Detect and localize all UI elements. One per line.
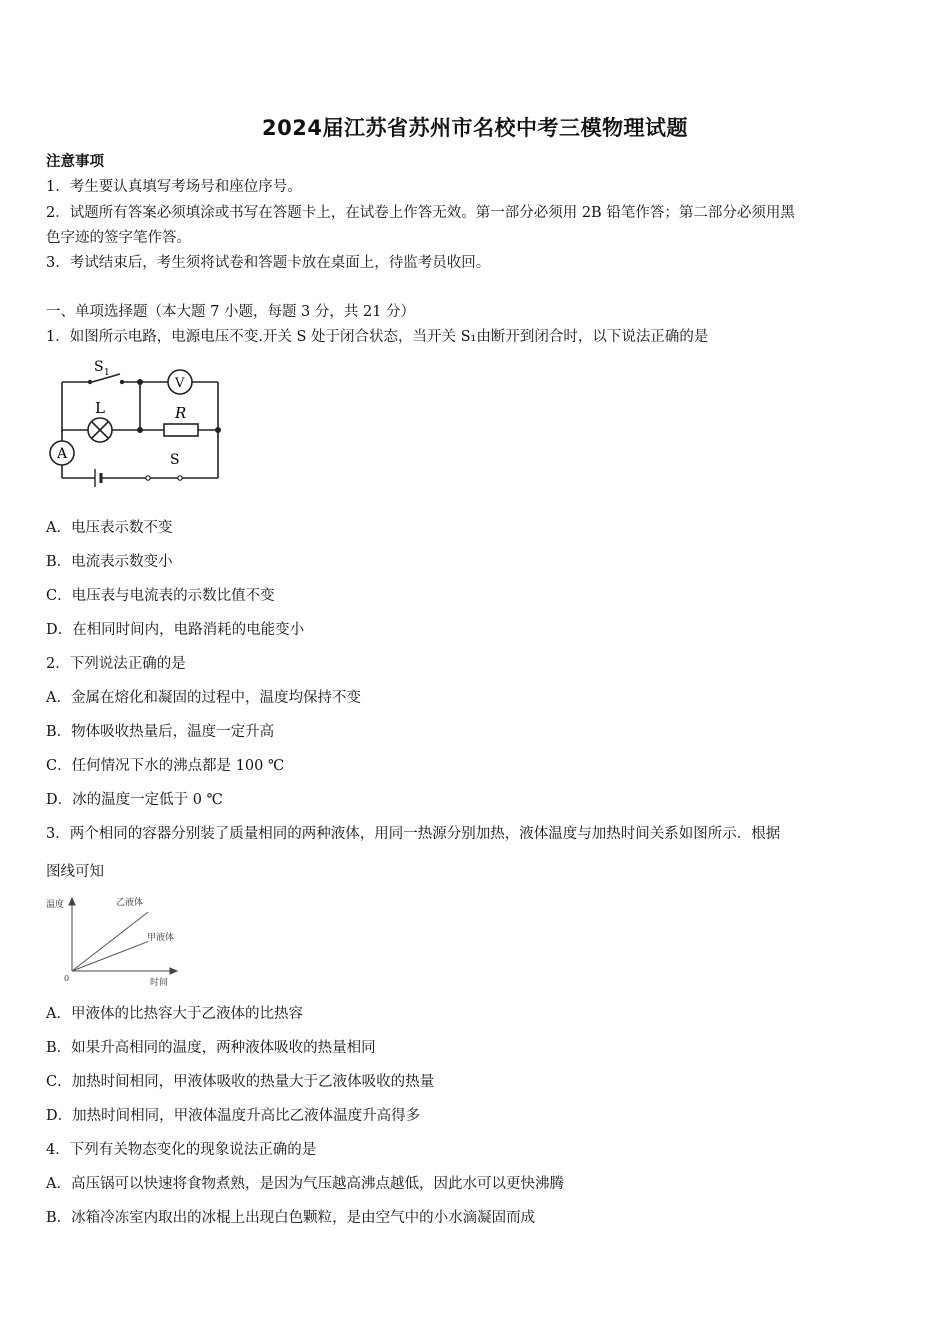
label-r: R (175, 404, 187, 422)
question-3-option-c: C．加热时间相同，甲液体吸收的热量大于乙液体吸收的热量 (46, 1074, 435, 1090)
notice-item: 2．试题所有答案必须填涂或书写在答题卡上，在试卷上作答无效。第一部分必须用 2B 铅笔作答；第二部分必须用黑 (46, 205, 795, 221)
label-s1: S (94, 359, 104, 375)
switch-contact (88, 380, 92, 384)
question-1-option-b: B．电流表示数变小 (46, 554, 173, 570)
junction-dot (137, 379, 143, 385)
question-2-option-a: A．金属在熔化和凝固的过程中，温度均保持不变 (46, 690, 361, 706)
x-axis-label: 时间 (150, 978, 169, 988)
circuit-diagram (42, 352, 232, 497)
label-s1-subscript: 1 (104, 368, 110, 378)
question-1-option-a: A．电压表示数不变 (46, 520, 173, 536)
question-2-option-c: C．任何情况下水的沸点都是 100 ℃ (46, 758, 285, 774)
label-l: L (95, 399, 105, 417)
series-line-2 (72, 942, 148, 971)
switch-contact (146, 476, 150, 480)
y-axis-label: 温度 (46, 900, 65, 910)
junction-dot (215, 427, 221, 433)
question-3-stem-line2: 图线可知 (46, 864, 104, 880)
question-4-option-b: B．冰箱冷冻室内取出的冰棍上出现白色颗粒，是由空气中的小水滴凝固而成 (46, 1210, 536, 1226)
question-1-stem: 1．如图所示电路，电源电压不变.开关 S 处于闭合状态，当开关 S₁由断开到闭合时，以下说法正确的是 (46, 329, 709, 345)
section-heading: 一、单项选择题（本大题 7 小题，每题 3 分，共 21 分） (46, 304, 416, 320)
origin-label: 0 (64, 974, 70, 983)
question-1-option-c: C．电压表与电流表的示数比值不变 (46, 588, 275, 604)
question-2-option-b: B．物体吸收热量后，温度一定升高 (46, 724, 275, 740)
series-line-1 (72, 912, 148, 971)
switch-contact (178, 476, 182, 480)
notice-item: 3．考试结束后，考生须将试卷和答题卡放在桌面上，待监考员收回。 (46, 255, 491, 271)
question-2-option-d: D．冰的温度一定低于 0 ℃ (46, 792, 223, 808)
page-title: 2024届江苏省苏州市名校中考三模物理试题 (262, 116, 688, 140)
label-a: A (57, 446, 68, 462)
question-4-option-a: A．高压锅可以快速将食物煮熟，是因为气压越高沸点越低，因此水可以更快沸腾 (46, 1176, 564, 1192)
question-4-stem: 4．下列有关物态变化的现象说法正确的是 (46, 1142, 317, 1158)
junction-dot (137, 427, 143, 433)
question-2-stem: 2．下列说法正确的是 (46, 656, 186, 672)
question-3-option-a: A．甲液体的比热容大于乙液体的比热容 (46, 1006, 303, 1022)
switch-contact (120, 380, 124, 384)
legend-series-1: 乙液体 (116, 898, 144, 908)
x-axis-arrow (170, 968, 177, 974)
question-3-option-b: B．如果升高相同的温度，两种液体吸收的热量相同 (46, 1040, 376, 1056)
question-3-option-d: D．加热时间相同，甲液体温度升高比乙液体温度升高得多 (46, 1108, 421, 1124)
notice-item: 色字迹的签字笔作答。 (46, 230, 191, 246)
question-1-option-d: D．在相同时间内，电路消耗的电能变小 (46, 622, 305, 638)
label-v: V (175, 376, 185, 391)
label-s: S (170, 452, 180, 468)
resistor-symbol (164, 424, 198, 436)
notice-item: 1．考生要认真填写考场号和座位序号。 (46, 179, 302, 195)
notice-heading: 注意事项 (46, 153, 104, 170)
y-axis-arrow (69, 898, 75, 905)
legend-series-2: 甲液体 (147, 933, 175, 943)
temperature-time-chart (44, 893, 194, 993)
question-3-stem-line1: 3．两个相同的容器分别装了质量相同的两种液体，用同一热源分别加热，液体温度与加热时间关系如图所示．根据 (46, 826, 781, 842)
